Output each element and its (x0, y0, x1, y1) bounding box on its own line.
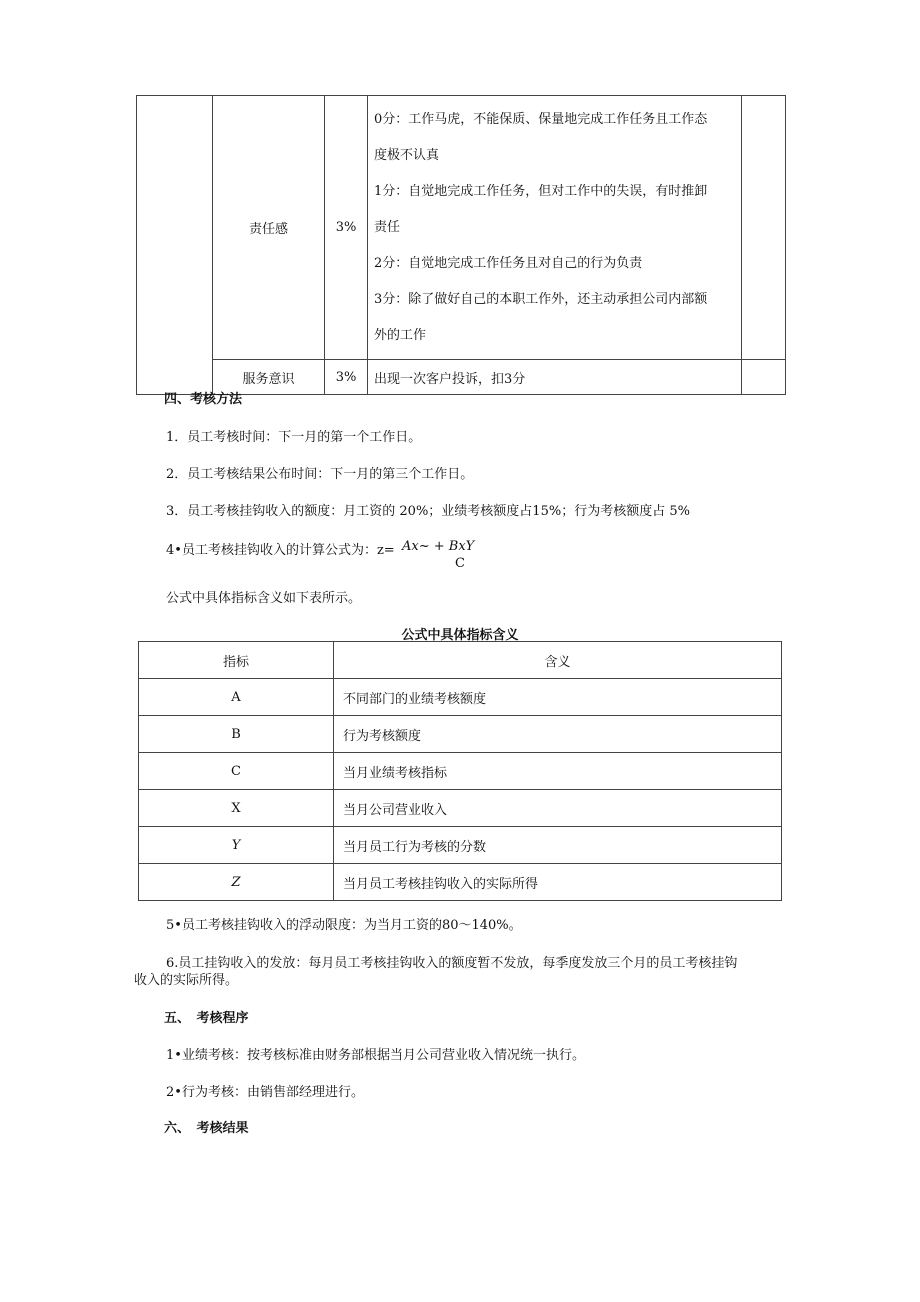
meaning-table (138, 641, 782, 901)
section-heading: 五、 考核程序 (164, 1011, 249, 1026)
table-row (139, 790, 782, 827)
criteria-line: 0分：工作马虎，不能保质、保量地完成工作任务且工作态 (374, 111, 708, 127)
eval-weight-cell: 3% (325, 360, 368, 395)
section-heading: 四、考核方法 (164, 392, 243, 407)
eval-criteria-cell (368, 96, 742, 360)
criteria-line: 出现一次客户投诉，扣3分 (374, 371, 526, 387)
index-cell: A (139, 679, 334, 716)
paragraph: 公式中具体指标含义如下表所示。 (166, 591, 362, 606)
paragraph: 3．员工考核挂钩收入的额度：月工资的 20%；业绩考核额度占15%；行为考核额度占 5% (166, 504, 690, 519)
paragraph: 2．员工考核结果公布时间：下一月的第三个工作日。 (166, 467, 474, 482)
criteria-line: 责任 (374, 219, 401, 235)
index-cell: Y (139, 827, 334, 864)
paragraph: 1•业绩考核：按考核标准由财务部根据当月公司营业收入情况统一执行。 (166, 1048, 585, 1063)
column-header: 指标 (139, 642, 334, 679)
paragraph: 5•员工考核挂钩收入的浮动限度：为当月工资的80～140%。 (166, 918, 522, 933)
formula-numerator: Ax~ + BxY (402, 539, 475, 554)
table-row (139, 753, 782, 790)
eval-row-responsibility (137, 96, 786, 360)
formula-text: 4•员工考核挂钩收入的计算公式为：z= (166, 543, 395, 558)
criteria-line: 1分：自觉地完成工作任务，但对工作中的失误，有时推卸 (374, 183, 708, 199)
paragraph: 6.员工挂钩收入的发放：每月员工考核挂钩收入的额度暂不发放，每季度发放三个月的员工考核挂钩 (166, 956, 738, 971)
paragraph: 1．员工考核时间：下一月的第一个工作日。 (166, 430, 422, 445)
eval-score-cell (742, 96, 786, 360)
criteria-line: 3分：除了做好自己的本职工作外，还主动承担公司内部额 (374, 291, 708, 307)
meaning-cell: 行为考核额度 (334, 716, 782, 753)
paragraph: 收入的实际所得。 (134, 973, 239, 988)
meaning-cell: 不同部门的业绩考核额度 (334, 679, 782, 716)
evaluation-table (136, 95, 786, 395)
criteria-line: 外的工作 (374, 327, 427, 343)
criteria-line: 度极不认真 (374, 147, 440, 163)
meaning-cell: 当月员工考核挂钩收入的实际所得 (334, 864, 782, 901)
table-row (139, 827, 782, 864)
eval-score-cell (742, 360, 786, 395)
meaning-cell: 当月员工行为考核的分数 (334, 827, 782, 864)
column-header: 含义 (334, 642, 782, 679)
section-heading: 六、 考核结果 (164, 1121, 249, 1136)
meaning-cell: 当月公司营业收入 (334, 790, 782, 827)
table-row (139, 716, 782, 753)
table-row (139, 679, 782, 716)
index-cell: Z (139, 864, 334, 901)
eval-weight-cell: 3% (325, 96, 368, 360)
paragraph: 2•行为考核：由销售部经理进行。 (166, 1085, 364, 1100)
eval-item-cell: 服务意识 (213, 360, 325, 395)
eval-category-cell (137, 96, 213, 395)
meaning-cell: 当月业绩考核指标 (334, 753, 782, 790)
index-cell: X (139, 790, 334, 827)
table-header-row (139, 642, 782, 679)
table-caption: 公式中具体指标含义 (401, 628, 519, 643)
index-cell: C (139, 753, 334, 790)
formula-denominator: C (455, 556, 465, 571)
table-row (139, 864, 782, 901)
eval-criteria-cell (368, 360, 742, 395)
index-cell: B (139, 716, 334, 753)
eval-item-cell: 责任感 (213, 96, 325, 360)
criteria-line: 2分：自觉地完成工作任务且对自己的行为负责 (374, 255, 643, 271)
